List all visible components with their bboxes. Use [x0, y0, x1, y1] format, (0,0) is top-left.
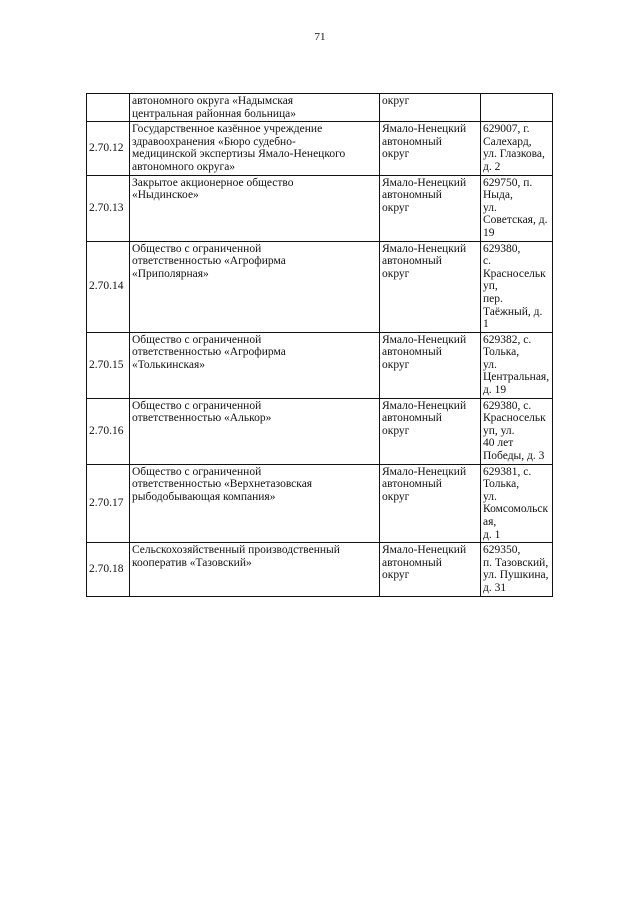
row-number: 2.70.17: [87, 464, 130, 543]
address: [481, 94, 553, 122]
region: Ямало-Ненецкий автономный округ: [380, 543, 481, 596]
address: 629350, п. Тазовский, ул. Пушкина, д. 31: [481, 543, 553, 596]
address: 629380, с. Красноселькуп, ул. 40 лет Победы, д. 3: [481, 398, 553, 464]
region: Ямало-Ненецкий автономный округ: [380, 241, 481, 332]
organizations-table: [86, 93, 553, 597]
row-number: 2.70.15: [87, 332, 130, 398]
table-row: [87, 241, 553, 332]
table-row: [87, 398, 553, 464]
address: 629007, г. Салехард, ул. Глазкова, д. 2: [481, 122, 553, 175]
table-row: [87, 122, 553, 175]
page-number: 71: [314, 31, 326, 43]
row-number: 2.70.16: [87, 398, 130, 464]
row-number: [87, 94, 130, 122]
row-number: 2.70.12: [87, 122, 130, 175]
organization-name: Общество с ограниченной ответственностью «Агрофирма «Приполярная»: [130, 241, 380, 332]
organization-name: Закрытое акционерное общество «Ныдинское»: [130, 175, 380, 241]
row-number: 2.70.18: [87, 543, 130, 596]
region: Ямало-Ненецкий автономный округ: [380, 175, 481, 241]
table-row: [87, 543, 553, 596]
table-row: [87, 94, 553, 122]
table-row: [87, 175, 553, 241]
organization-name: автономного округа «Надымская центральная районная больница»: [130, 94, 380, 122]
organization-name: Общество с ограниченной ответственностью «Агрофирма «Толькинская»: [130, 332, 380, 398]
organization-name: Сельскохозяйственный производственный кооператив «Тазовский»: [130, 543, 380, 596]
region: Ямало-Ненецкий автономный округ: [380, 122, 481, 175]
organization-name: Общество с ограниченной ответственностью «Верхнетазовская рыбодобывающая компания»: [130, 464, 380, 543]
address: 629382, с. Толька, ул. Центральная, д. 19: [481, 332, 553, 398]
region: Ямало-Ненецкий автономный округ: [380, 398, 481, 464]
organization-name: Общество с ограниченной ответственностью «Алькор»: [130, 398, 380, 464]
row-number: 2.70.13: [87, 175, 130, 241]
row-number: 2.70.14: [87, 241, 130, 332]
table-row: [87, 464, 553, 543]
organization-name: Государственное казённое учреждение здравоохранения «Бюро судебно- медицинской экспертизы Ямало-Ненецкого автономного округа»: [130, 122, 380, 175]
address: 629750, п. Ныда, ул. Советская, д. 19: [481, 175, 553, 241]
address: 629380, с. Красноселькуп, пер. Таёжный, д. 1: [481, 241, 553, 332]
region: Ямало-Ненецкий автономный округ: [380, 332, 481, 398]
region: округ: [380, 94, 481, 122]
region: Ямало-Ненецкий автономный округ: [380, 464, 481, 543]
table-row: [87, 332, 553, 398]
address: 629381, с. Толька, ул. Комсомольская, д. 1: [481, 464, 553, 543]
